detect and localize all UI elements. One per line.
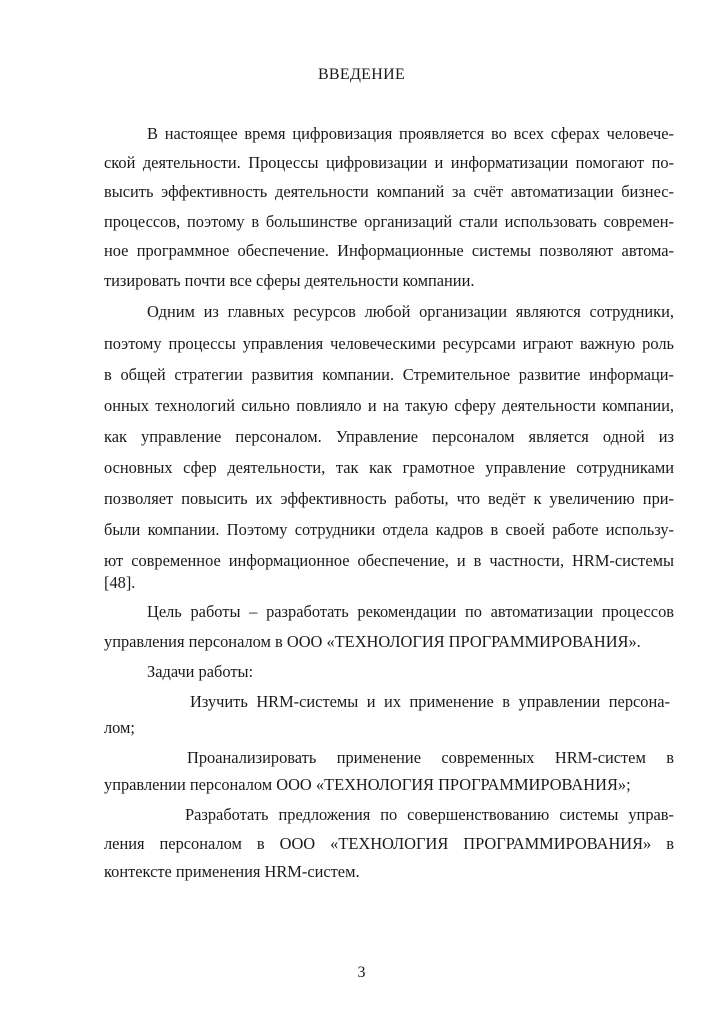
text-line: Задачи работы: [147,662,254,681]
text-line: управления персоналом в ООО «ТЕХНОЛОГИЯ ПРОГРАММИРОВАНИЯ». [104,632,641,651]
text-line: [48]. [104,573,136,592]
text-line: онных технологий сильно повлияло и на такую сферу деятельности компании, [104,396,674,415]
text-line: лом; [104,718,135,737]
text-line: как управление персоналом. Управление персоналом является одной из [104,427,674,446]
text-line: поэтому процессы управления человеческими ресурсами играют важную роль [104,334,674,353]
text-line: Изучить HRM-системы и их применение в управлении персона- [190,692,670,711]
text-line: были компании. Поэтому сотрудники отдела кадров в своей работе использу- [104,520,674,539]
text-line: Цель работы – разработать рекомендации по автоматизации процессов [147,602,674,621]
text-line: Одним из главных ресурсов любой организации являются сотрудники, [147,302,674,321]
text-line: Разработать предложения по совершенствованию системы управ- [185,805,674,824]
text-line: ления персоналом в ООО «ТЕХНОЛОГИЯ ПРОГРАММИРОВАНИЯ» в [104,834,674,853]
text-line: позволяет повысить их эффективность работы, что ведёт к увеличению при- [104,489,674,508]
text-line: основных сфер деятельности, так как грамотное управление сотрудниками [104,458,674,477]
text-line: процессов, поэтому в большинстве организаций стали использовать современ- [104,212,674,231]
page-number: 3 [357,964,366,981]
text-line: ской деятельности. Процессы цифровизации и информатизации помогают по- [104,153,674,172]
section-heading: ВВЕДЕНИЕ [317,66,406,83]
text-line: высить эффективность деятельности компаний за счёт автоматизации бизнес- [104,182,674,201]
text-line: Проанализировать применение современных HRM-систем в [187,748,674,767]
text-line: ют современное информационное обеспечение, и в частности, HRM-системы [104,551,674,570]
text-line: В настоящее время цифровизация проявляется во всех сферах человече- [147,124,674,143]
text-line: ное программное обеспечение. Информационные системы позволяют автома- [104,241,674,260]
text-line: управлении персоналом ООО «ТЕХНОЛОГИЯ ПРОГРАММИРОВАНИЯ»; [104,775,631,794]
text-line: тизировать почти все сферы деятельности компании. [104,271,475,290]
text-line: в общей стратегии развития компании. Стремительное развитие информаци- [104,365,674,384]
text-line: контексте применения HRM-систем. [104,862,360,881]
